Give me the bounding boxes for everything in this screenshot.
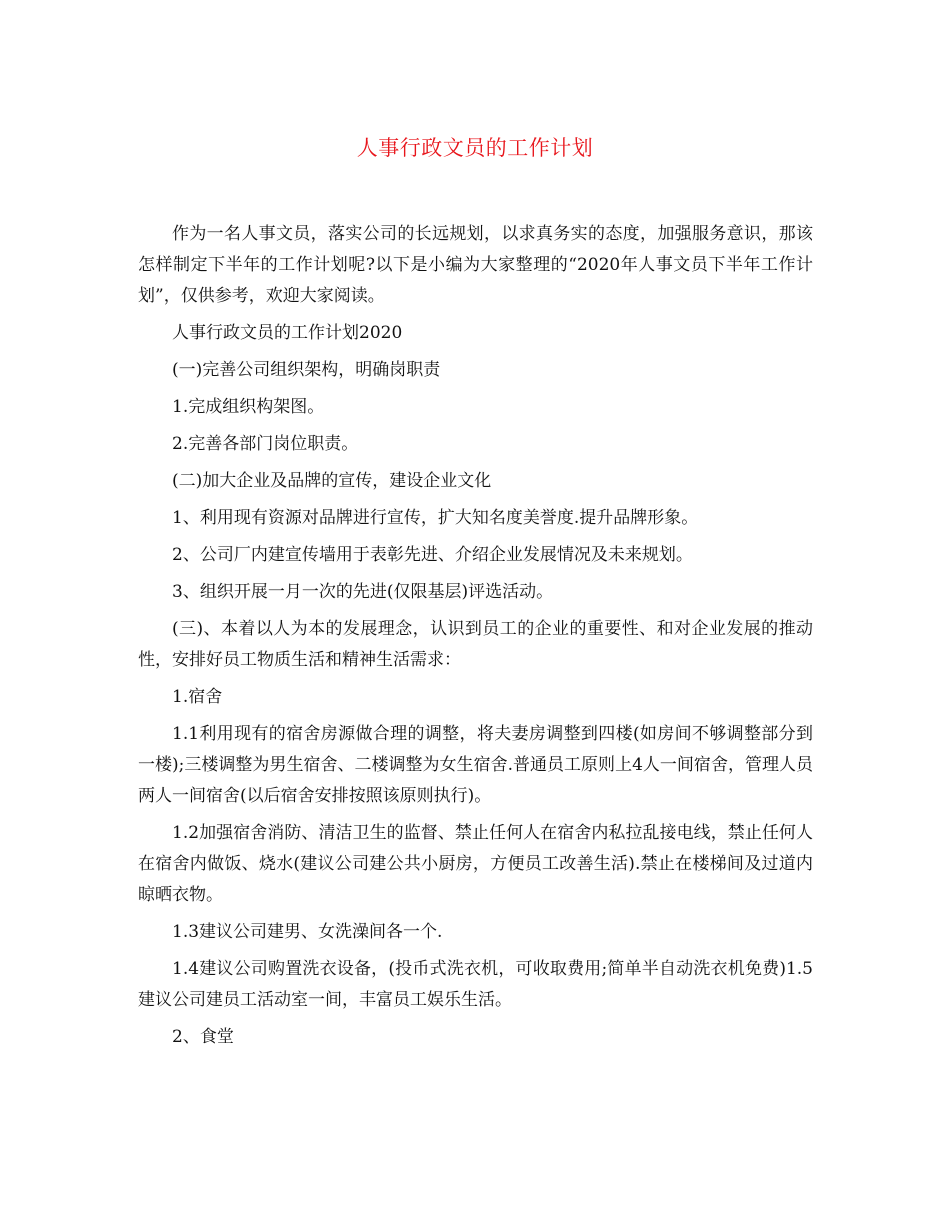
section-heading-2: (二)加大企业及品牌的宣传，建设企业文化	[172, 471, 492, 491]
list-item: 1、利用现有资源对品牌进行宣传，扩大知名度美誉度.提升品牌形象。	[172, 508, 699, 528]
section-heading-3: (三)、本着以人为本的发展理念，认识到员工的企业的重要性、和对企业发展的推动性，安排好员工物质生活和精神生活需求：	[138, 619, 813, 670]
list-item: 3、组织开展一月一次的先进(仅限基层)评选活动。	[172, 582, 554, 602]
list-item: 1.1利用现有的宿舍房源做合理的调整，将夫妻房调整到四楼(如房间不够调整部分到一楼);三楼调整为男生宿舍、二楼调整为女生宿舍.普通员工原则上4人一间宿舍，管理人员两人一间宿舍(以后宿舍安排按照该原则执行)。	[138, 724, 813, 806]
list-item: 1.3建议公司建男、女洗澡间各一个.	[172, 922, 443, 942]
plan-heading: 人事行政文员的工作计划2020	[172, 323, 403, 343]
document-title: 人事行政文员的工作计划	[356, 136, 594, 160]
intro-paragraph: 作为一名人事文员，落实公司的长远规划，以求真务实的态度，加强服务意识，那该怎样制定下半年的工作计划呢?以下是小编为大家整理的“2020年人事文员下半年工作计划”，仅供参考，欢迎大家阅读。	[138, 224, 813, 306]
list-item: 2、公司厂内建宣传墙用于表彰先进、介绍企业发展情况及未来规划。	[172, 545, 693, 565]
document-body	[138, 219, 813, 1059]
list-item: 1.完成组织构架图。	[172, 397, 325, 417]
subsection-heading: 2、食堂	[172, 1027, 234, 1047]
section-heading-1: (一)完善公司组织架构，明确岗职责	[172, 360, 441, 380]
list-item: 1.2加强宿舍消防、清洁卫生的监督、禁止任何人在宿舍内私拉乱接电线，禁止任何人在宿舍内做饭、烧水(建议公司建公共小厨房，方便员工改善生活).禁止在楼梯间及过道内晾晒衣物。	[138, 823, 813, 905]
list-item: 1.4建议公司购置洗衣设备，(投币式洗衣机，可收取费用;简单半自动洗衣机免费)1.5建议公司建员工活动室一间，丰富员工娱乐生活。	[138, 959, 813, 1010]
list-item: 2.完善各部门岗位职责。	[172, 434, 359, 454]
subsection-heading: 1.宿舍	[172, 687, 223, 707]
